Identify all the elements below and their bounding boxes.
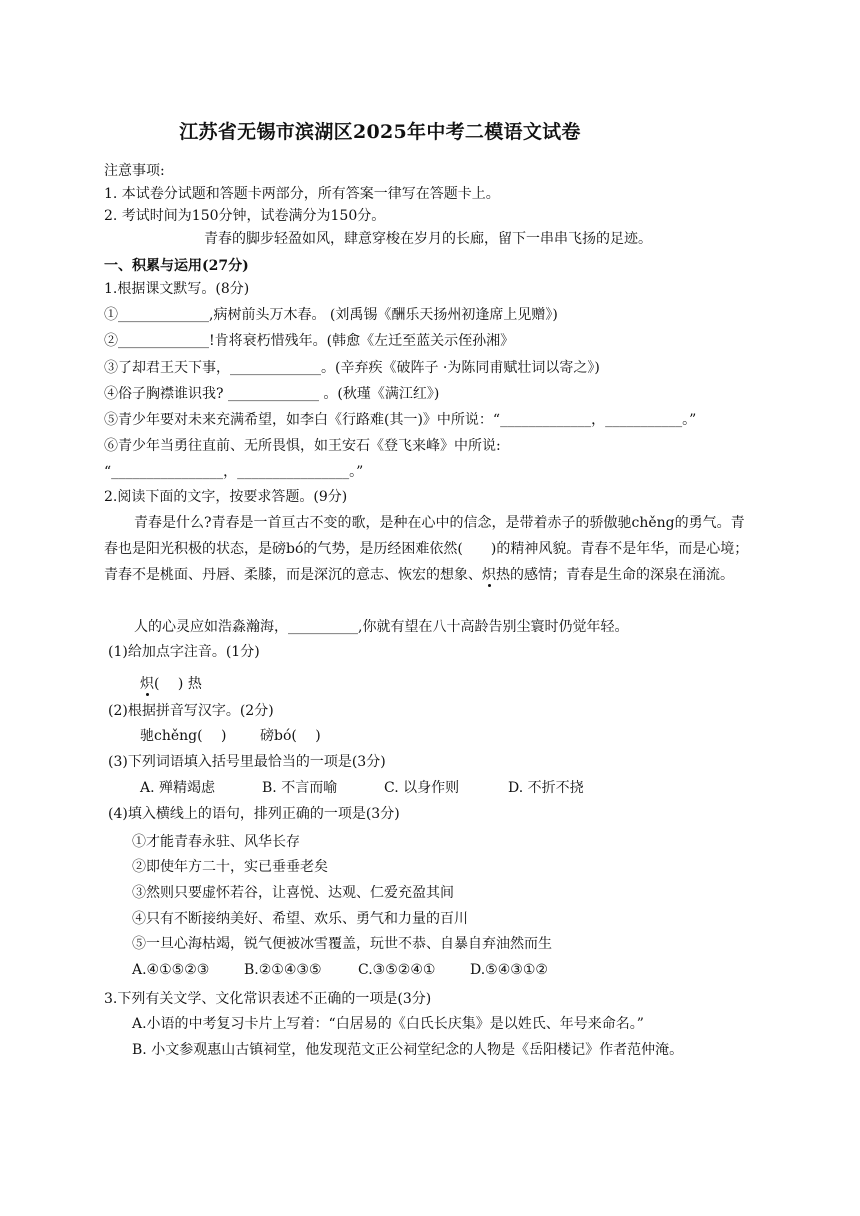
option-a: A.小语的中考复习卡片上写着：“白居易的《白氏长庆集》是以姓氏、年号来命名。” xyxy=(132,1016,644,1032)
question-1-line: ①_____________,病树前头万木春。 (刘禹锡《酬乐天扬州初逢席上见赠》) xyxy=(104,307,558,323)
question-3-stem: 3.下列有关文学、文化常识表述不正确的一项是(3分) xyxy=(104,991,432,1007)
question-1-line: “________________，________________。” xyxy=(104,464,364,480)
reading-passage: 青春是什么?青春是一首亘古不变的歌，是种在心中的信念，是带着赤子的骄傲驰chěng的勇气。青春也是阳光积极的状态，是磅bó的气势，是历经困难依然( )的精神风貌。青春不是年华，而是心境；青春不是桃面、丹唇、柔膝，而是深沉的意志、恢宏的想象、炽热的感情；青春是生命的深泉在涌流。 xyxy=(104,515,749,583)
question-1-stem: 1.根据课文默写。(8分) xyxy=(104,281,250,297)
sub-question-1: (1)给加点字注音。(1分) xyxy=(108,644,260,660)
reading-passage-2: 人的心灵应如浩淼瀚海，__________,你就有望在八十高龄告别尘寰时仍觉年轻。 xyxy=(134,619,629,635)
option-b: B.②①④③⑤ xyxy=(244,962,322,978)
section-heading: 一、积累与运用(27分) xyxy=(104,258,249,274)
sub-question-2: (2)根据拼音写汉字。(2分) xyxy=(108,703,274,719)
question-1-line: ⑥青少年当勇往直前、无所畏惧，如王安石《登飞来峰》中所说: xyxy=(104,438,501,454)
option-a: A. 殚精竭虑 xyxy=(140,780,216,796)
pinyin-item: 磅bó( ) xyxy=(260,728,321,744)
question-1-line: ④俗子胸襟谁识我? _____________ 。(秋瑾《满江红》) xyxy=(104,386,440,402)
option-b: B. 小文参观惠山古镇祠堂，他发现范文正公祠堂纪念的人物是《岳阳楼记》作者范仲淹。 xyxy=(132,1042,684,1058)
sentence-option: ④只有不断接纳美好、希望、欢乐、勇气和力量的百川 xyxy=(132,911,468,927)
question-1-line: ②_____________!肯将衰朽惜残年。(韩愈《左迁至蓝关示侄孙湘》 xyxy=(104,333,515,349)
sub-question-4: (4)填入横线上的语句，排列正确的一项是(3分) xyxy=(108,806,400,822)
question-1-line: ③了却君王天下事，_____________。(辛弃疾《破阵子 ·为陈同甫赋壮词以寄之》) xyxy=(104,360,600,376)
pinyin-item: 炽( ) 热 xyxy=(140,676,202,692)
sub-question-3: (3)下列词语填入括号里最恰当的一项是(3分) xyxy=(108,754,386,770)
sentence-option: ③然则只要虚怀若谷，让喜悦、达观、仁爱充盈其间 xyxy=(132,885,454,901)
sentence-option: ①才能青春永驻、风华长存 xyxy=(132,834,300,850)
page-title: 江苏省无锡市滨湖区2025年中考二模语文试卷 xyxy=(179,121,581,143)
option-d: D. 不折不挠 xyxy=(508,780,584,796)
option-c: C. 以身作则 xyxy=(384,780,460,796)
question-1-line: ⑤青少年要对未来充满希望，如李白《行路难(其一)》中所说：“_____________，___________。” xyxy=(104,412,697,428)
epigraph: 青春的脚步轻盈如风，肆意穿梭在岁月的长廊，留下一串串飞扬的足迹。 xyxy=(204,231,652,247)
question-2-stem: 2.阅读下面的文字，按要求答题。(9分) xyxy=(104,489,348,505)
option-a: A.④①⑤②③ xyxy=(132,962,210,978)
option-c: C.③⑤②④① xyxy=(358,962,436,978)
notice-item-1: 1. 本试卷分试题和答题卡两部分，所有答案一律写在答题卡上。 xyxy=(104,186,500,202)
dotted-char: 炽 xyxy=(482,567,496,583)
notice-heading: 注意事项: xyxy=(104,163,165,179)
option-d: D.⑤④③①② xyxy=(470,962,548,978)
pinyin-item: 驰chěng( ) xyxy=(140,728,227,744)
sentence-option: ②即使年方二十，实已垂垂老矣 xyxy=(132,859,328,875)
sentence-option: ⑤一旦心海枯竭，锐气便被冰雪覆盖，玩世不恭、自暴自弃油然而生 xyxy=(132,936,552,952)
option-b: B. 不言而喻 xyxy=(262,780,338,796)
notice-item-2: 2. 考试时间为150分钟，试卷满分为150分。 xyxy=(104,208,386,224)
